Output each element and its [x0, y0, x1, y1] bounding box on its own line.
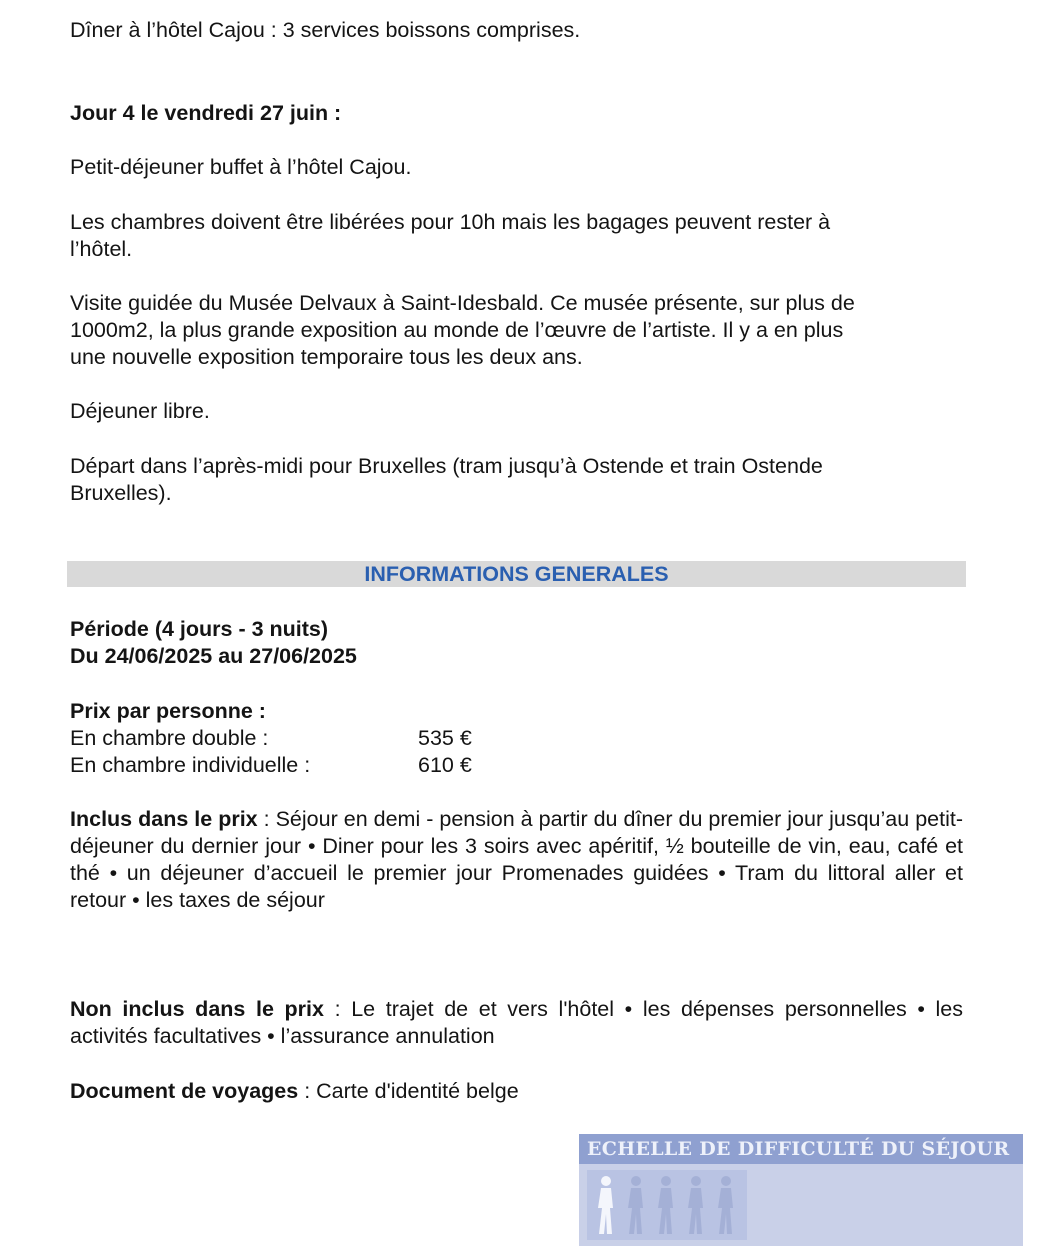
petit-dejeuner-line: Petit-déjeuner buffet à l’hôtel Cajou. — [70, 155, 412, 179]
hiker-figure-icon — [593, 1174, 619, 1236]
price-label: En chambre individuelle : — [70, 753, 311, 777]
document-paragraph — [70, 1078, 519, 1105]
section-heading-band — [67, 561, 966, 587]
price-row-individuelle — [70, 752, 472, 779]
price-value: 535 € — [418, 726, 472, 750]
visite-line-3: une nouvelle exposition temporaire tous les deux ans. — [70, 345, 583, 369]
inclus-paragraph — [70, 806, 963, 914]
hiker-figure-icon — [713, 1174, 739, 1236]
document-label: Document de voyages — [70, 1079, 299, 1103]
depart-line-1: Départ dans l’après-midi pour Bruxelles (tram jusqu’à Ostende et train Ostende — [70, 454, 823, 478]
jour4-heading: Jour 4 le vendredi 27 juin : — [70, 101, 342, 125]
price-label: En chambre double : — [70, 726, 269, 750]
diner-line: Dîner à l’hôtel Cajou : 3 services boissons comprises. — [70, 18, 581, 42]
inclus-label: Inclus dans le prix — [70, 807, 258, 831]
visite-line-2: 1000m2, la plus grande exposition au monde de l’œuvre de l’artiste. Il y a en plus — [70, 318, 844, 342]
difficulty-scale — [579, 1134, 1023, 1246]
document-text: : Carte d'identité belge — [298, 1079, 519, 1103]
chambres-line-2: l’hôtel. — [70, 237, 133, 261]
inclus-text: : Séjour en demi - pension à partir du dîner du premier jour jusqu’au petit-déjeuner du dernier jour • Diner pour les 3 soirs avec apéritif, ½ bouteille de vin, eau, café et thé • un déjeuner d’accueil le premier jour Promenades guidées • Tram du littoral aller et retour • les taxes de séjour — [70, 807, 963, 912]
section-title: INFORMATIONS GENERALES — [364, 562, 669, 586]
depart-line-2: Bruxelles). — [70, 481, 172, 505]
dejeuner-line: Déjeuner libre. — [70, 399, 210, 423]
difficulty-title: ECHELLE DE DIFFICULTÉ DU SÉJOUR — [587, 1138, 1010, 1160]
difficulty-figures — [587, 1170, 747, 1240]
periode-dates: Du 24/06/2025 au 27/06/2025 — [70, 644, 357, 668]
prix-title: Prix par personne : — [70, 699, 266, 723]
periode-label: Période (4 jours - 3 nuits) — [70, 617, 329, 641]
difficulty-header — [579, 1134, 1023, 1164]
hiker-figure-icon — [653, 1174, 679, 1236]
non-inclus-paragraph — [70, 996, 963, 1050]
non-inclus-text: : Le trajet de et vers l'hôtel • les dépenses personnelles • les activités facultatives • l’assurance annulation — [70, 997, 963, 1048]
price-row-double — [70, 725, 472, 752]
chambres-line-1: Les chambres doivent être libérées pour 10h mais les bagages peuvent rester à — [70, 210, 831, 234]
hiker-figure-icon — [683, 1174, 709, 1236]
visite-line-1: Visite guidée du Musée Delvaux à Saint-Idesbald. Ce musée présente, sur plus de — [70, 291, 855, 315]
hiker-figure-icon — [623, 1174, 649, 1236]
non-inclus-label: Non inclus dans le prix — [70, 997, 324, 1021]
price-value: 610 € — [418, 753, 472, 777]
